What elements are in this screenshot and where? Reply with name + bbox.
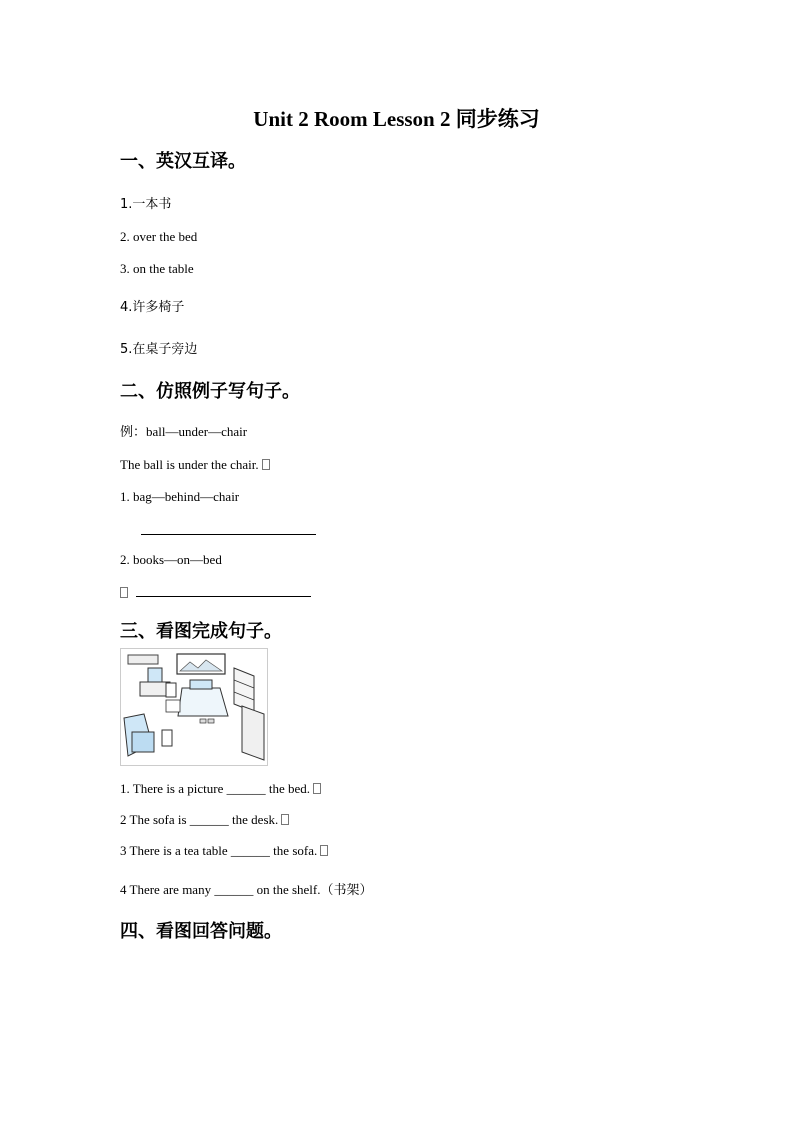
section2-question-1: 1. bag—behind—chair [120,489,240,504]
section2-heading: 二、仿照例子写句子。 [120,381,300,402]
answer-line-2[interactable] [120,584,311,602]
section3-item-1 [120,781,321,797]
example-answer-text: The ball is under the chair. [120,457,259,472]
answer-line-1[interactable] [141,522,316,540]
section3-item-4: 4 There are many ______ on the shelf.（书架） [120,882,373,897]
section3-item-3-text: 3 There is a tea table ______ the sofa. [120,843,318,858]
placeholder-box-icon [120,587,128,598]
page-title: Unit 2 Room Lesson 2 同步练习 [253,107,540,131]
placeholder-box-icon [262,459,270,470]
section1-item-2: 2. over the bed [120,229,198,244]
section1-item-3: 3. on the table [120,261,194,276]
section2-question-2: 2. books—on—bed [120,552,222,567]
section3-item-2-text: 2 The sofa is ______ the desk. [120,812,279,827]
placeholder-box-icon [313,783,321,794]
section1-item-5: 5.在桌子旁边 [120,342,198,357]
section3-heading: 三、看图完成句子。 [120,621,282,642]
section4-heading: 四、看图回答问题。 [120,921,282,942]
section3-item-1-text: 1. There is a picture ______ the bed. [120,781,311,796]
section1-item-4: 4.许多椅子 [120,300,185,315]
example-prompt: 例：ball—under—chair [120,424,248,439]
placeholder-box-icon [320,845,328,856]
section3-item-2 [120,812,289,828]
room-illustration [120,648,268,766]
section1-item-1: 1.一本书 [120,197,172,212]
example-answer [120,457,270,473]
section3-item-3 [120,843,328,859]
placeholder-box-icon [281,814,289,825]
section1-heading: 一、英汉互译。 [120,151,246,172]
